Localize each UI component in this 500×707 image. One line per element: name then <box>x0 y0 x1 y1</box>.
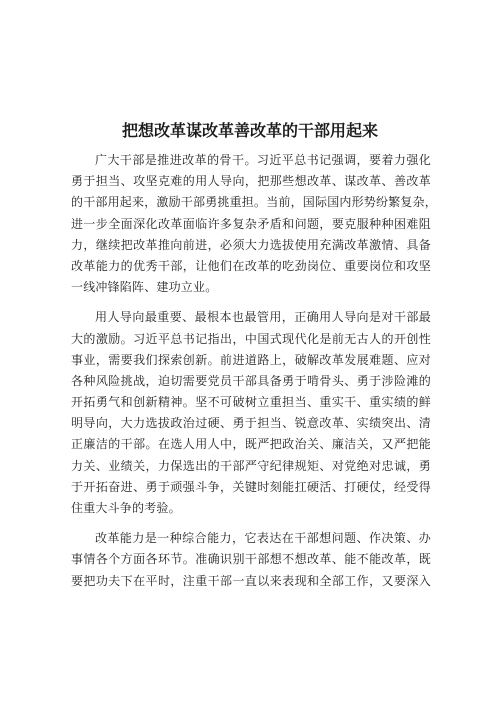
text-line: 于开拓奋进、勇于顽强斗争，关键时刻能扛硬活、打硬仗，经受得 <box>71 479 431 494</box>
text-line: 大的激励。习近平总书记指出，中国式现代化是前无古人的开创性 <box>71 331 431 346</box>
text-line: 力，继续把改革推向前进，必须大力选拔使用充满改革激情、具备 <box>71 237 431 252</box>
text-line: 要把功夫下在平时，注重干部一直以来表现和全部工作，又要深入 <box>71 573 431 588</box>
paragraph-3 <box>71 528 431 592</box>
text-line: 开拓勇气和创新精神。坚不可破树立重担当、重实干、重实绩的鲜 <box>71 395 431 410</box>
paragraph-2 <box>71 307 431 519</box>
text-line: 广大干部是推进改革的骨干。习近平总书记强调，要着力强化 <box>95 153 431 167</box>
text-line: 各种风险挑战，迫切需要党员干部具备勇于啃骨头、勇于涉险滩的 <box>71 373 431 388</box>
text-line: 事情各个方面各环节。准确识别干部想不想改革、能不能改革，既 <box>71 552 431 567</box>
text-line: 力关、业绩关，力保选出的干部严守纪律规矩、对党绝对忠诚，勇 <box>71 458 431 473</box>
document-body <box>71 150 438 601</box>
paragraph-1 <box>71 150 438 298</box>
text-line: 住重大斗争的考验。 <box>71 501 181 515</box>
text-line: 改革能力是一种综合能力，它表达在干部想问题、作决策、办 <box>95 531 431 546</box>
text-line: 一线冲锋陷阵、建功立业。 <box>71 280 218 295</box>
text-line: 正廉洁的干部。在选人用人中，既严把政治关、廉洁关，又严把能 <box>71 437 431 452</box>
text-line: 明导向，大力选拔政治过硬、勇于担当、锐意改革、实绩突出、清 <box>71 416 431 431</box>
text-line: 勇于担当、攻坚克难的用人导向，把那些想改革、谋改革、善改革 <box>71 174 431 189</box>
text-line: 用人导向最重要、最根本也最管用，正确用人导向是对干部最 <box>95 310 431 325</box>
document-title: 把想改革谋改革善改革的干部用起来 <box>121 121 378 140</box>
text-line: 进一步全面深化改革面临许多复杂矛盾和问题，要克服种种困难阻 <box>71 216 431 231</box>
text-line: 事业，需要我们探索创新。前进道路上，破解改革发展难题、应对 <box>71 352 431 367</box>
text-line: 改革能力的优秀干部，让他们在改革的吃劲岗位、重要岗位和攻坚 <box>71 258 431 273</box>
text-line: 的干部用起来，激励干部勇挑重担。当前，国际国内形势纷繁复杂， <box>71 195 438 210</box>
